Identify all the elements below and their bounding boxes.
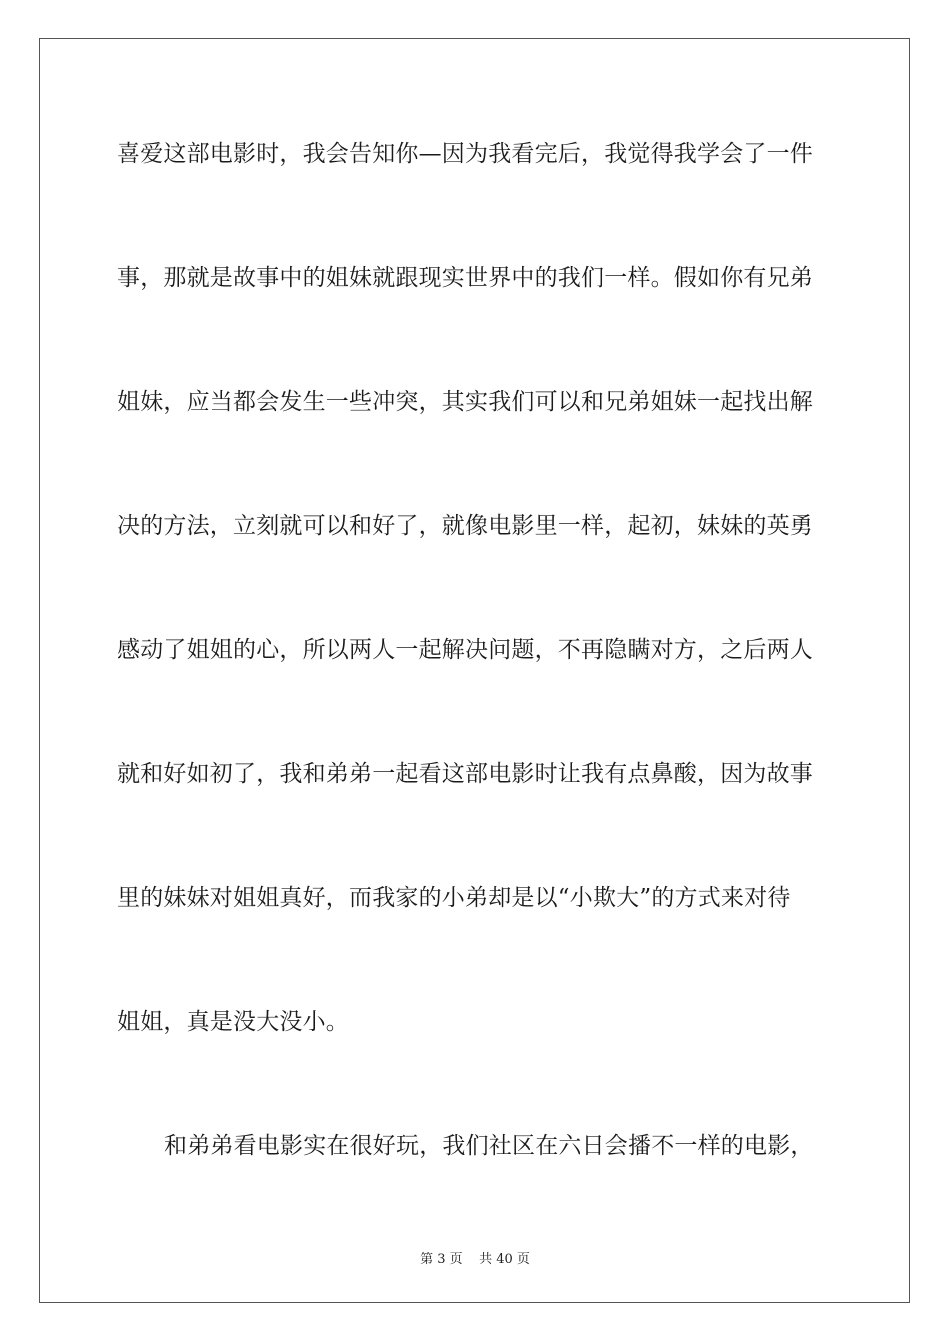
text-line-8: 姐姐，真是没大没小。	[117, 1009, 349, 1035]
text-line-5: 感动了姐姐的心，所以两人一起解决问题，不再隐瞒对方，之后两人	[117, 637, 813, 663]
page-border	[39, 38, 910, 1303]
text-line-6: 就和好如初了，我和弟弟一起看这部电影时让我有点鼻酸，因为故事	[117, 761, 813, 787]
text-line-3: 姐妹，应当都会发生一些冲突，其实我们可以和兄弟姐妹一起找出解	[117, 389, 813, 415]
text-line-1: 喜爱这部电影时，我会告知你—因为我看完后，我觉得我学会了一件	[117, 141, 813, 167]
text-line-7: 里的妹妹对姐姐真好，而我家的小弟却是以“小欺大”的方式来对待	[117, 885, 791, 911]
text-line-2: 事，那就是故事中的姐妹就跟现实世界中的我们一样。假如你有兄弟	[117, 265, 813, 291]
text-line-4: 决的方法，立刻就可以和好了，就像电影里一样，起初，妹妹的英勇	[117, 513, 813, 539]
page-number-footer: 第 3 页 共 40 页	[420, 1252, 530, 1267]
paragraph-start-line: 和弟弟看电影实在很好玩，我们社区在六日会播不一样的电影，	[164, 1133, 814, 1159]
